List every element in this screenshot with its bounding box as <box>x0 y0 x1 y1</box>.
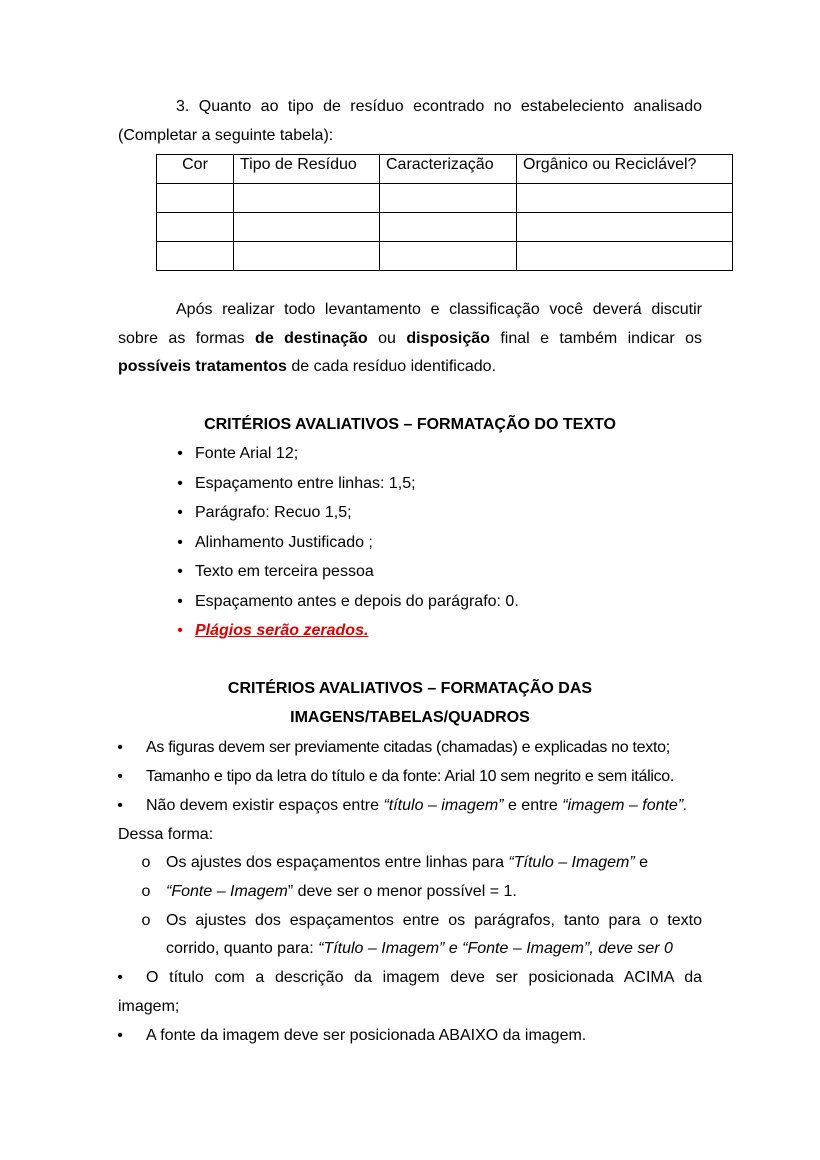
section2-title-line2: IMAGENS/TABELAS/QUADROS <box>290 709 530 726</box>
table-cell[interactable] <box>517 184 733 213</box>
sec2-bullet: As figuras devem ser previamente citadas (chamadas) e explicadas no texto; <box>146 739 670 756</box>
table-cell[interactable] <box>517 242 733 271</box>
sec1-item: Espaçamento entre linhas: 1,5; <box>195 475 416 492</box>
bullet-icon: • <box>177 563 183 580</box>
bullet-icon: • <box>117 797 123 814</box>
sec1-item: Texto em terceira pessoa <box>195 563 374 580</box>
item3-line2: (Completar a seguinte tabela): <box>118 127 334 144</box>
para-line3: possíveis tratamentos de cada resíduo identificado. <box>118 358 496 375</box>
header-caracterizacao: Caracterização <box>380 155 517 184</box>
sec2-subitem-cont: corrido, quanto para: “Título – Imagem” e “Fonte – Imagem”, deve ser 0 <box>166 940 673 957</box>
circle-bullet-icon: o <box>141 883 151 900</box>
sec2-bullet-cont: Dessa forma: <box>118 826 214 843</box>
bullet-icon: • <box>117 739 123 756</box>
bullet-icon: • <box>117 1027 123 1044</box>
table-cell[interactable] <box>380 213 517 242</box>
sec1-item: Espaçamento antes e depois do parágrafo: 0. <box>195 593 519 610</box>
table-row <box>157 242 733 271</box>
sec2-bullet: Não devem existir espaços entre “título – imagem” e entre “imagem – fonte”. <box>146 797 688 814</box>
bullet-icon: • <box>177 593 183 610</box>
bullet-icon: • <box>177 504 183 521</box>
section1-title: CRITÉRIOS AVALIATIVOS – FORMATAÇÃO DO TEXTO <box>204 416 616 433</box>
table-cell[interactable] <box>157 184 234 213</box>
bullet-icon: • <box>177 445 183 462</box>
residue-table <box>156 154 733 271</box>
circle-bullet-icon: o <box>141 854 151 871</box>
sec2-subitem: “Fonte – Imagem” deve ser o menor possível = 1. <box>166 883 517 900</box>
table-cell[interactable] <box>380 242 517 271</box>
para-line2: sobre as formas de destinação ou disposição final e também indicar os <box>118 330 703 347</box>
sec2-bullet: Tamanho e tipo da letra do título e da fonte: Arial 10 sem negrito e sem itálico. <box>146 768 675 785</box>
sec2-bullet: A fonte da imagem deve ser posicionada ABAIXO da imagem. <box>146 1027 587 1044</box>
header-organico: Orgânico ou Reciclável? <box>517 155 733 184</box>
bullet-icon: • <box>177 622 183 639</box>
plagiarism-warning: Plágios serão zerados. <box>195 622 369 639</box>
sec2-subitem: Os ajustes dos espaçamentos entre linhas para “Título – Imagem” e <box>166 854 649 871</box>
table-cell[interactable] <box>157 242 234 271</box>
sec1-item: Alinhamento Justificado ; <box>195 534 373 551</box>
table-cell[interactable] <box>157 213 234 242</box>
table-cell[interactable] <box>517 213 733 242</box>
sec2-bullet-cont: imagem; <box>118 998 180 1015</box>
table-cell[interactable] <box>234 213 380 242</box>
bullet-icon: • <box>117 969 123 986</box>
section2-title-line1: CRITÉRIOS AVALIATIVOS – FORMATAÇÃO DAS <box>227 680 593 697</box>
header-tipo: Tipo de Resíduo <box>234 155 380 184</box>
sec2-bullet: O título com a descrição da imagem deve ser posicionada ACIMA da <box>146 969 702 986</box>
sec2-subitem: Os ajustes dos espaçamentos entre os parágrafos, tanto para o texto <box>166 912 702 929</box>
item3-number: 3. <box>176 98 190 115</box>
bullet-icon: • <box>177 534 183 551</box>
bullet-icon: • <box>177 475 183 492</box>
table-cell[interactable] <box>234 242 380 271</box>
header-cor: Cor <box>157 155 234 184</box>
table-row <box>157 184 733 213</box>
sec1-item: Parágrafo: Recuo 1,5; <box>195 504 352 521</box>
table-cell[interactable] <box>380 184 517 213</box>
table-cell[interactable] <box>234 184 380 213</box>
table-row <box>157 213 733 242</box>
para-line1: Após realizar todo levantamento e classificação você deverá discutir <box>176 301 702 318</box>
sec1-item: Fonte Arial 12; <box>195 445 299 462</box>
table-header-row <box>157 155 733 184</box>
item3-line1: 3. Quanto ao tipo de resíduo econtrado no estabeleciento analisado <box>176 98 702 115</box>
bullet-icon: • <box>117 768 123 785</box>
circle-bullet-icon: o <box>141 912 151 929</box>
